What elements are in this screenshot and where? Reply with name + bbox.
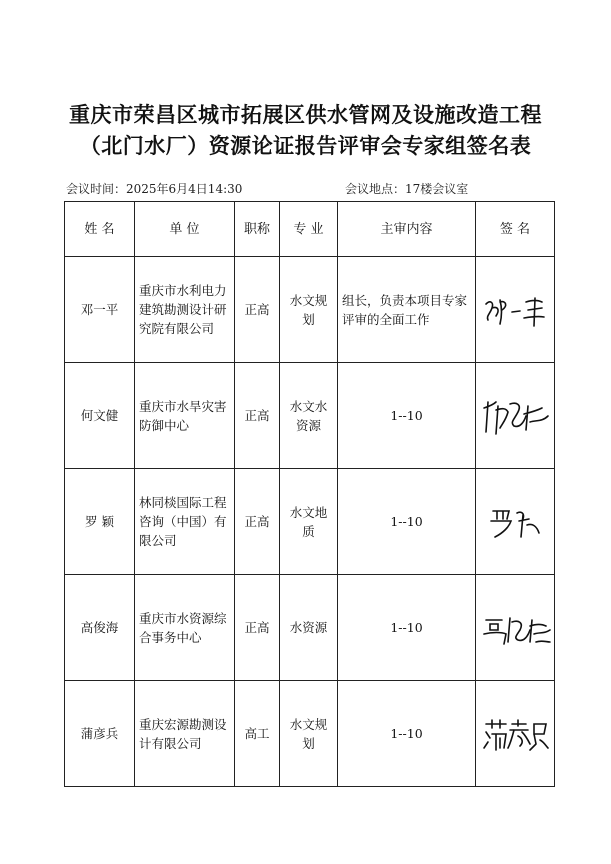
handwritten-signature [485, 503, 545, 541]
cell-unit: 重庆市水利电力建筑勘测设计研究院有限公司 [135, 257, 235, 363]
cell-title: 正高 [235, 575, 280, 681]
cell-name: 邓一平 [65, 257, 135, 363]
cell-name: 何文健 [65, 363, 135, 469]
header-scope: 主审内容 [338, 202, 476, 257]
cell-unit: 重庆市水资源综合事务中心 [135, 575, 235, 681]
table-row [65, 681, 555, 787]
cell-scope: 1--10 [338, 681, 476, 787]
cell-major: 水文水资源 [280, 363, 338, 469]
cell-name: 高俊海 [65, 575, 135, 681]
table-row [65, 363, 555, 469]
handwritten-signature [480, 290, 550, 330]
cell-unit: 重庆市水旱灾害防御中心 [135, 363, 235, 469]
signature-cell [476, 681, 555, 787]
cell-title: 高工 [235, 681, 280, 787]
cell-major: 水文规划 [280, 257, 338, 363]
cell-name: 蒲彦兵 [65, 681, 135, 787]
handwritten-signature [480, 714, 552, 754]
header-title: 职称 [235, 202, 280, 257]
cell-scope: 1--10 [338, 363, 476, 469]
cell-scope: 1--10 [338, 575, 476, 681]
signature-cell [476, 363, 555, 469]
table-row [65, 469, 555, 575]
header-major: 专 业 [280, 202, 338, 257]
meeting-location: 会议地点：17楼会议室 [345, 182, 469, 196]
cell-scope: 1--10 [338, 469, 476, 575]
cell-major: 水文规划 [280, 681, 338, 787]
cell-name: 罗 颖 [65, 469, 135, 575]
header-unit: 单 位 [135, 202, 235, 257]
signature-cell [476, 575, 555, 681]
cell-title: 正高 [235, 469, 280, 575]
cell-title: 正高 [235, 257, 280, 363]
cell-major: 水文地质 [280, 469, 338, 575]
document-title-line1: 重庆市荣昌区城市拓展区供水管网及设施改造工程 [69, 102, 542, 127]
signature-cell [476, 469, 555, 575]
cell-scope: 组长，负责本项目专家评审的全面工作 [338, 257, 476, 363]
handwritten-signature [480, 392, 554, 440]
header-name: 姓 名 [65, 202, 135, 257]
signature-cell [476, 257, 555, 363]
table-row [65, 257, 555, 363]
cell-major: 水资源 [280, 575, 338, 681]
handwritten-signature [480, 608, 554, 648]
cell-title: 正高 [235, 363, 280, 469]
table-row [65, 575, 555, 681]
signature-table [64, 201, 555, 787]
meeting-time: 会议时间：2025年6月4日14:30 [66, 182, 243, 196]
document-title-line2: （北门水厂）资源论证报告评审会专家组签名表 [79, 133, 532, 158]
header-signature: 签 名 [476, 202, 555, 257]
cell-unit: 林同棪国际工程咨询（中国）有限公司 [135, 469, 235, 575]
cell-unit: 重庆宏源勘测设计有限公司 [135, 681, 235, 787]
table-header-row [65, 202, 555, 257]
